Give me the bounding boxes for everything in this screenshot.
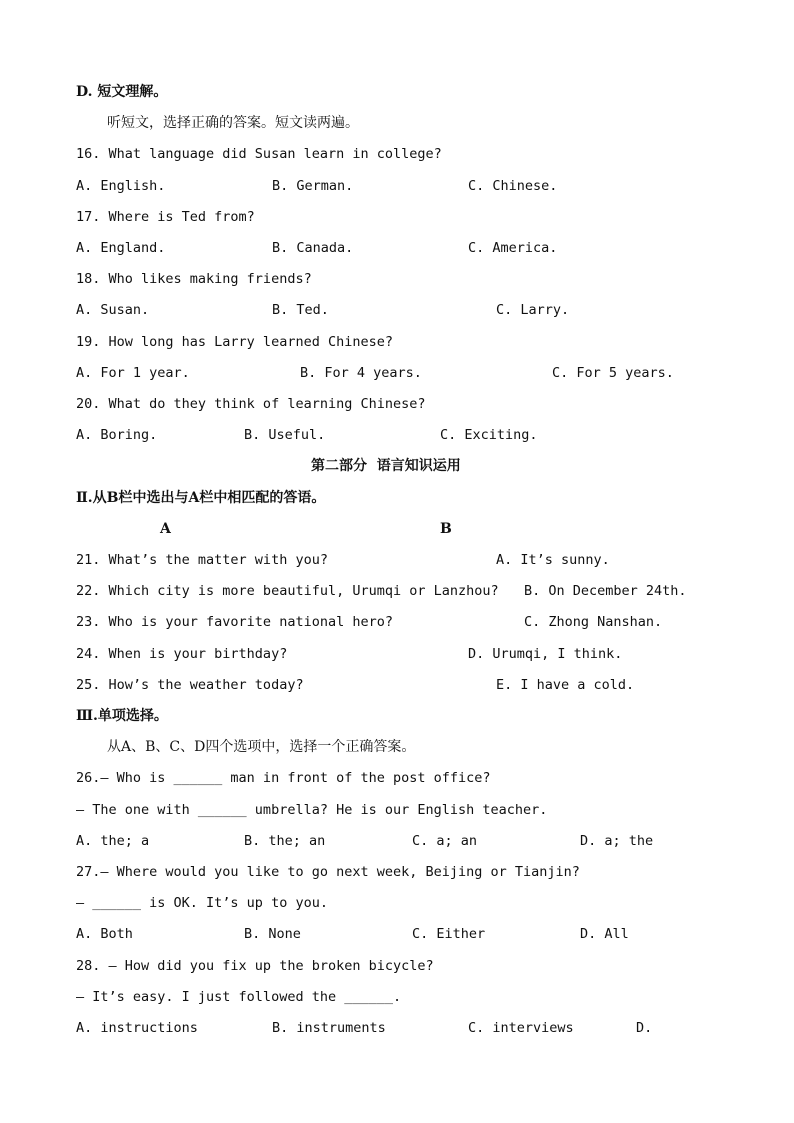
column-a-label: A — [160, 521, 171, 537]
match-item-22: 22. Which city is more beautiful, Urumqi or Lanzhou? — [76, 583, 499, 599]
q27-option-c: C. Either — [412, 926, 486, 942]
q20-option-b: B. Useful. — [244, 427, 326, 443]
question-28-line2: — It’s easy. I just followed the ______. — [76, 989, 402, 1005]
q17-option-c: C. America. — [468, 240, 558, 256]
question-17: 17. Where is Ted from? — [76, 209, 255, 225]
match-answer-c: C. Zhong Nanshan. — [524, 614, 663, 630]
question-26-line2: — The one with ______ umbrella? He is our English teacher. — [76, 802, 548, 818]
q19-option-a: A. For 1 year. — [76, 365, 190, 381]
q28-option-a: A. instructions — [76, 1020, 198, 1036]
question-18: 18. Who likes making friends? — [76, 271, 312, 287]
question-20: 20. What do they think of learning Chinese? — [76, 396, 426, 412]
q28-option-d: D. — [636, 1020, 653, 1036]
q26-option-a: A. the; a — [76, 833, 150, 849]
match-answer-a: A. It’s sunny. — [496, 552, 610, 568]
question-19: 19. How long has Larry learned Chinese? — [76, 334, 393, 350]
match-item-24: 24. When is your birthday? — [76, 646, 288, 662]
match-item-25: 25. How’s the weather today? — [76, 677, 304, 693]
q26-option-d: D. a; the — [580, 833, 654, 849]
match-answer-e: E. I have a cold. — [496, 677, 635, 693]
q16-option-b: B. German. — [272, 178, 354, 194]
column-b-label: B — [440, 521, 452, 537]
q18-option-b: B. Ted. — [272, 302, 329, 318]
q26-option-c: C. a; an — [412, 833, 478, 849]
q17-option-b: B. Canada. — [272, 240, 354, 256]
q28-option-b: B. instruments — [272, 1020, 386, 1036]
match-answer-b: B. On December 24th. — [524, 583, 687, 599]
q16-option-a: A. English. — [76, 178, 166, 194]
q19-option-b: B. For 4 years. — [300, 365, 422, 381]
q17-option-a: A. England. — [76, 240, 166, 256]
part-two-title: 第二部分 语言知识运用 — [311, 458, 461, 474]
q16-option-c: C. Chinese. — [468, 178, 558, 194]
q18-option-c: C. Larry. — [496, 302, 570, 318]
q18-option-a: A. Susan. — [76, 302, 150, 318]
q26-option-b: B. the; an — [244, 833, 326, 849]
match-item-21: 21. What’s the matter with you? — [76, 552, 328, 568]
match-answer-d: D. Urumqi, I think. — [468, 646, 623, 662]
question-27-line2: — ______ is OK. It’s up to you. — [76, 895, 328, 911]
q28-option-c: C. interviews — [468, 1020, 574, 1036]
section-d-heading: D. 短文理解。 — [76, 84, 168, 100]
section-ii-heading: Ⅱ.从B栏中选出与A栏中相匹配的答语。 — [76, 490, 326, 506]
q20-option-a: A. Boring. — [76, 427, 158, 443]
q27-option-d: D. All — [580, 926, 629, 942]
question-16: 16. What language did Susan learn in college? — [76, 146, 442, 162]
question-28-line1: 28. — How did you fix up the broken bicycle? — [76, 958, 434, 974]
section-iii-instruction: 从A、B、C、D四个选项中，选择一个正确答案。 — [107, 739, 416, 755]
question-27-line1: 27.— Where would you like to go next week, Beijing or Tianjin? — [76, 864, 580, 880]
match-item-23: 23. Who is your favorite national hero? — [76, 614, 393, 630]
q19-option-c: C. For 5 years. — [552, 365, 674, 381]
section-iii-heading: Ⅲ.单项选择。 — [76, 708, 168, 724]
q20-option-c: C. Exciting. — [440, 427, 538, 443]
question-26-line1: 26.— Who is ______ man in front of the post office? — [76, 770, 491, 786]
q27-option-b: B. None — [244, 926, 301, 942]
q27-option-a: A. Both — [76, 926, 133, 942]
section-d-instruction: 听短文，选择正确的答案。短文读两遍。 — [107, 115, 359, 131]
